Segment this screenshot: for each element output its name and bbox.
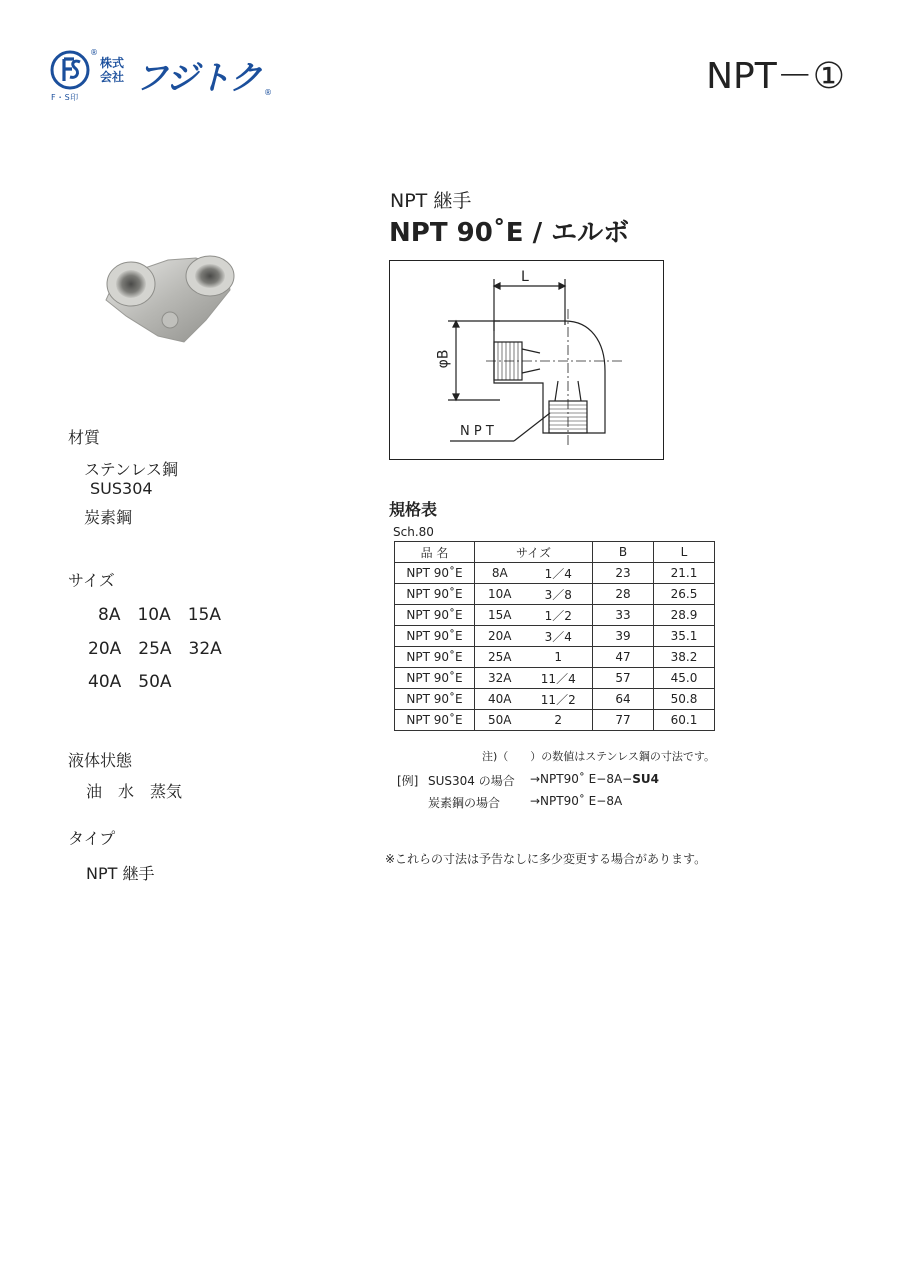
header-size: サイズ — [475, 542, 593, 563]
cell-L: 45.0 — [654, 668, 715, 689]
cell-name: NPT 90˚E — [395, 626, 475, 647]
cell-size-a: 50A — [475, 710, 525, 731]
table-header-row — [395, 542, 715, 563]
product-title: NPT 90˚E / エルボ — [389, 218, 630, 248]
cell-size-in: 1 — [525, 647, 593, 668]
example-1-code-text: →NPT90˚ E−8A− — [530, 772, 633, 786]
npt-label: N P T — [460, 424, 494, 439]
logo-mark-label: F・S印 — [51, 93, 79, 102]
cell-L: 50.8 — [654, 689, 715, 710]
cell-B: 64 — [593, 689, 654, 710]
elbow-photo-icon — [98, 238, 248, 348]
header-name: 品 名 — [395, 542, 475, 563]
type-heading: タイプ — [68, 829, 116, 848]
fs-logo-mark-icon — [50, 50, 90, 90]
cell-size-in: 3／4 — [525, 626, 593, 647]
cell-size-in: 11／2 — [525, 689, 593, 710]
example-label: [例] — [397, 774, 419, 788]
type-value: NPT 継手 — [86, 864, 155, 883]
table-row — [395, 689, 715, 710]
technical-drawing — [389, 260, 664, 460]
cell-size-in: 1／2 — [525, 605, 593, 626]
cell-B: 77 — [593, 710, 654, 731]
cell-name: NPT 90˚E — [395, 689, 475, 710]
example-2-condition: 炭素鋼の場合 — [428, 796, 501, 810]
example-1-code — [530, 772, 659, 786]
fluid-values: 油 水 蒸気 — [86, 782, 183, 801]
table-row — [395, 605, 715, 626]
company-logo — [50, 48, 280, 108]
cell-B: 23 — [593, 563, 654, 584]
cell-size-in: 2 — [525, 710, 593, 731]
disclaimer: ※これらの寸法は予告なしに多少変更する場合があります。 — [385, 852, 707, 866]
cell-L: 35.1 — [654, 626, 715, 647]
cell-size-a: 25A — [475, 647, 525, 668]
cell-name: NPT 90˚E — [395, 563, 475, 584]
table-note: 注)（ ）の数値はステンレス鋼の寸法です。 — [482, 750, 716, 763]
cell-size-a: 8A — [475, 563, 525, 584]
cell-B: 47 — [593, 647, 654, 668]
cell-L: 38.2 — [654, 647, 715, 668]
product-category: NPT 継手 — [390, 190, 472, 212]
table-row — [395, 710, 715, 731]
header-B: B — [593, 542, 654, 563]
cell-B: 28 — [593, 584, 654, 605]
cell-name: NPT 90˚E — [395, 647, 475, 668]
spec-table-title: 規格表 — [389, 500, 438, 519]
example-1-condition: SUS304 の場合 — [428, 774, 515, 788]
size-row-1: 8A 10A 15A — [98, 605, 221, 625]
cell-L: 28.9 — [654, 605, 715, 626]
cell-name: NPT 90˚E — [395, 668, 475, 689]
cell-B: 33 — [593, 605, 654, 626]
spec-table — [394, 541, 715, 731]
table-row — [395, 647, 715, 668]
cell-B: 57 — [593, 668, 654, 689]
example-1-suffix: SU4 — [632, 772, 659, 786]
cell-size-a: 20A — [475, 626, 525, 647]
dim-B-label: φB — [435, 349, 452, 369]
cell-L: 26.5 — [654, 584, 715, 605]
schedule-label: Sch.80 — [393, 525, 434, 539]
table-row — [395, 668, 715, 689]
cell-size-in: 1／4 — [525, 563, 593, 584]
table-row — [395, 626, 715, 647]
cell-size-in: 11／4 — [525, 668, 593, 689]
cell-size-a: 32A — [475, 668, 525, 689]
cell-name: NPT 90˚E — [395, 605, 475, 626]
logo-kabushiki: 株式会社 — [100, 56, 125, 84]
header-L: L — [654, 542, 715, 563]
cell-B: 39 — [593, 626, 654, 647]
elbow-drawing-icon — [390, 261, 662, 458]
cell-name: NPT 90˚E — [395, 710, 475, 731]
fluid-heading: 液体状態 — [68, 751, 133, 770]
table-row — [395, 563, 715, 584]
cell-size-a: 40A — [475, 689, 525, 710]
material-3: 炭素鋼 — [84, 508, 133, 527]
cell-L: 60.1 — [654, 710, 715, 731]
page-code: NPT－① — [706, 56, 845, 97]
material-2: SUS304 — [90, 479, 153, 498]
material-heading: 材質 — [68, 428, 101, 447]
size-row-3: 40A 50A — [88, 672, 172, 692]
cell-name: NPT 90˚E — [395, 584, 475, 605]
table-row — [395, 584, 715, 605]
size-row-2: 20A 25A 32A — [88, 639, 222, 659]
logo-company-name: フジトク — [135, 58, 262, 97]
dim-L-label: L — [521, 269, 529, 285]
size-heading: サイズ — [68, 571, 115, 590]
example-2-code: →NPT90˚ E−8A — [530, 794, 623, 808]
cell-size-in: 3／8 — [525, 584, 593, 605]
cell-size-a: 10A — [475, 584, 525, 605]
material-1: ステンレス鋼 — [84, 460, 179, 479]
registered-mark: ® — [90, 48, 98, 57]
cell-size-a: 15A — [475, 605, 525, 626]
cell-L: 21.1 — [654, 563, 715, 584]
registered-mark-2: ® — [264, 88, 272, 97]
